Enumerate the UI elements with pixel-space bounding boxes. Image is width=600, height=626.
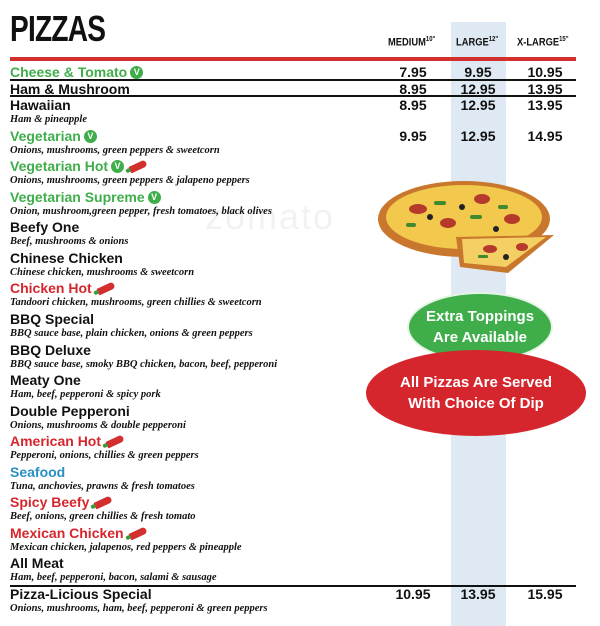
item-description: Pepperoni, onions, chillies & green peppers: [10, 450, 199, 461]
menu-item: [10, 494, 196, 523]
chili-pepper-icon: [94, 495, 113, 509]
item-name: Cheese & Tomato: [10, 64, 128, 80]
item-name: Hawaiian: [10, 97, 71, 113]
menu-item: [10, 81, 130, 97]
menu-item: [10, 219, 128, 248]
chili-pepper-icon: [128, 159, 147, 173]
menu-item: [10, 342, 277, 371]
menu-item: [10, 555, 217, 584]
item-name: Meaty One: [10, 372, 81, 388]
menu-item: [10, 158, 250, 187]
price-x-large: 10.95: [527, 64, 563, 80]
menu-item: [10, 433, 199, 462]
menu-item: [10, 250, 194, 279]
item-description: Ham, beef, pepperoni & spicy pork: [10, 389, 161, 400]
item-description: Onion, mushroom,green pepper, fresh tomatoes, black olives: [10, 206, 272, 217]
item-name: Vegetarian: [10, 128, 81, 144]
menu-item: [10, 525, 242, 554]
item-name: Seafood: [10, 464, 66, 480]
menu-item: [10, 97, 87, 126]
price-large: 12.95: [460, 81, 496, 97]
item-description: BBQ sauce base, smoky BBQ chicken, bacon, beef, pepperoni: [10, 359, 278, 370]
item-name: Vegetarian Supreme: [10, 189, 145, 205]
item-name: BBQ Deluxe: [10, 342, 91, 358]
item-description: Onions, mushrooms, ham, beef, pepperoni & green peppers: [10, 603, 268, 614]
menu-item: [10, 280, 262, 309]
item-description: Onions, mushrooms & double pepperoni: [10, 420, 186, 431]
price-x-large: 13.95: [527, 81, 563, 97]
price-x-large: 13.95: [527, 97, 563, 113]
item-description: Mexican chicken, jalapenos, red peppers & pineapple: [10, 542, 242, 553]
item-description: Ham, beef, pepperoni, bacon, salami & sausage: [10, 572, 217, 583]
price-large: 12.95: [460, 128, 496, 144]
menu-item: [10, 64, 143, 80]
price-x-large: 14.95: [527, 128, 563, 144]
item-name: Chicken Hot: [10, 280, 92, 296]
item-name: Beefy One: [10, 219, 80, 235]
item-description: Onions, mushrooms, green peppers & sweetcorn: [10, 145, 220, 156]
column-header-large: $LARGE^{12"}$: [456, 36, 499, 49]
menu-item: [10, 189, 272, 218]
item-description: BBQ sauce base, plain chicken, onions & green peppers: [10, 328, 253, 339]
chili-pepper-icon: [96, 281, 115, 295]
item-name: Double Pepperoni: [10, 403, 130, 419]
header-divider: [10, 57, 576, 61]
page-title: PIZZAS: [10, 8, 106, 49]
price-large: 12.95: [460, 97, 496, 113]
item-name: Mexican Chicken: [10, 525, 124, 541]
price-medium: 9.95: [399, 128, 427, 144]
menu-item: [10, 464, 195, 493]
price-medium: 7.95: [399, 64, 427, 80]
vegetarian-icon: V: [148, 191, 161, 204]
item-description: Ham & pineapple: [10, 114, 87, 125]
item-description: Onions, mushrooms, green peppers & jalapeno peppers: [10, 175, 250, 186]
price-medium: 10.95: [395, 586, 431, 602]
chili-pepper-icon: [105, 434, 124, 448]
menu-item: [10, 311, 253, 340]
price-large: 13.95: [460, 586, 496, 602]
item-name: BBQ Special: [10, 311, 95, 327]
price-medium: 8.95: [399, 81, 427, 97]
vegetarian-icon: V: [130, 66, 143, 79]
item-name: Ham & Mushroom: [10, 81, 130, 97]
price-x-large: 15.95: [527, 586, 563, 602]
item-name: American Hot: [10, 433, 102, 449]
item-name: Pizza-Licious Special: [10, 586, 152, 602]
price-medium: 8.95: [399, 97, 427, 113]
price-large: 9.95: [464, 64, 492, 80]
vegetarian-icon: V: [111, 160, 124, 173]
item-name: All Meat: [10, 555, 64, 571]
extra-toppings-badge: Extra Toppings Are Available: [407, 292, 553, 362]
menu-item: [10, 372, 161, 401]
item-description: Tandoori chicken, mushrooms, green chillies & sweetcorn: [10, 297, 262, 308]
menu-item: [10, 586, 268, 615]
column-header-x-large: $X-LARGE^{15"}$: [517, 36, 569, 49]
menu-item: [10, 128, 220, 157]
item-description: Tuna, anchovies, prawns & fresh tomatoes: [10, 481, 195, 492]
pizza-image: [378, 175, 554, 277]
item-description: Beef, mushrooms & onions: [10, 236, 129, 247]
item-description: Chinese chicken, mushrooms & sweetcorn: [10, 267, 195, 278]
column-header-medium: $MEDIUM^{10"}$: [388, 36, 436, 49]
item-name: Vegetarian Hot: [10, 158, 109, 174]
chili-pepper-icon: [128, 526, 147, 540]
vegetarian-icon: V: [84, 130, 97, 143]
item-name: Chinese Chicken: [10, 250, 123, 266]
item-description: Beef, onions, green chillies & fresh tomato: [10, 511, 196, 522]
watermark: zomato: [205, 196, 336, 237]
item-name: Spicy Beefy: [10, 494, 90, 510]
menu-item: [10, 403, 186, 432]
dip-promo-badge: All Pizzas Are Served With Choice Of Dip: [366, 350, 586, 436]
